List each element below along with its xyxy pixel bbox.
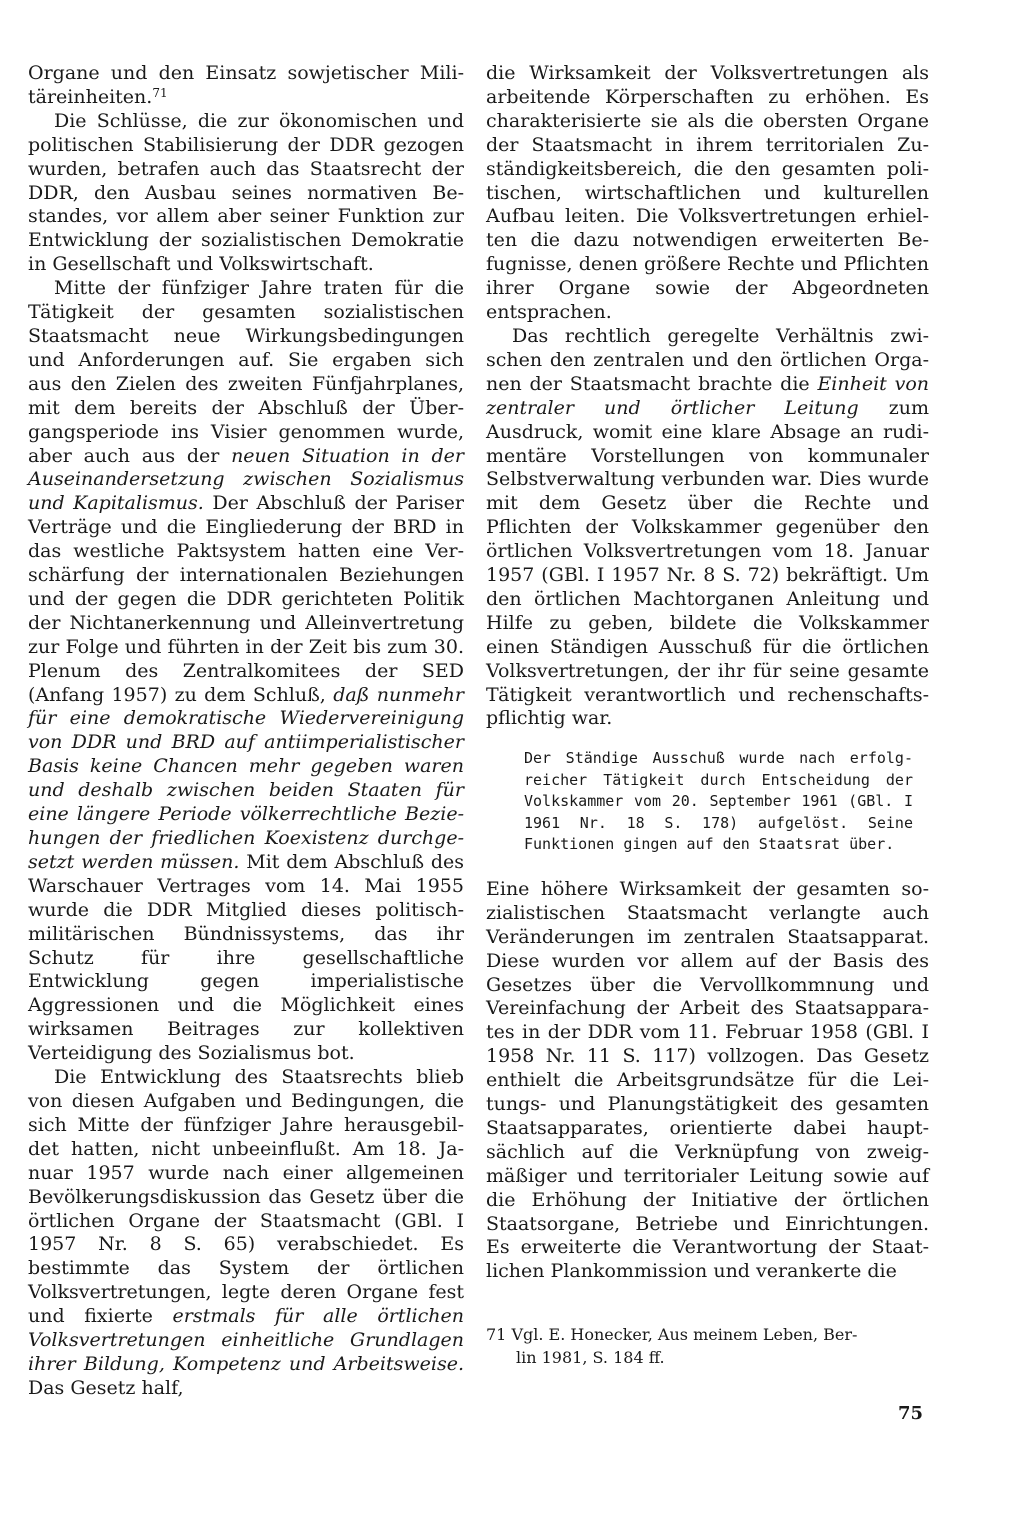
left-column: [28, 62, 464, 1401]
footnote-marker[interactable]: 71: [152, 85, 168, 100]
paragraph: Die Schlüsse, die zur ökonomischen und politischen Stabilisierung der DDR gezogen wurden, betrafen auch das Staatsrecht der DDR, den Ausbau seines normativen Bestandes, vor allem aber seiner Funktion zur Entwicklung der sozialistischen Demokratie in Gesellschaft und Volkswirtschaft.: [28, 109, 464, 276]
footnote: [486, 1323, 929, 1369]
paragraph: Die Entwicklung des Staatsrechts blieb von diesen Aufgaben und Bedingungen, die sich Mitte der fünfziger Jahre herausgebildet hatten, nicht unbeeinflußt. Am 18. Januar 1957 wurde nach einer allgemeinen Bevölkerungsdiskussion das Gesetz über die örtlichen Organe der Staatsmacht (GBl. I 1957 Nr. 8 S. 65) verabschiedet. Es bestimmte das System der örtlichen Volksvertretungen, legte deren Organe fest und fixierte erstmals für alle örtlichen Volksvertretungen einheitliche Grundlagen ihrer Bildung, Kompetenz und Arbeitsweise. Das Gesetz half,: [28, 1066, 464, 1399]
right-column: [486, 62, 929, 1284]
paragraph: Eine höhere Wirksamkeit der gesamten sozialistischen Staatsmacht verlangte auch Veränderungen im zentralen Staatsapparat. Diese wurden vor allem auf der Basis des Gesetzes über die Vervollkommnung und Vereinfachung der Arbeit des Staatsapparates in der DDR vom 11. Februar 1958 (GBl. I 1958 Nr. 11 S. 117) vollzogen. Das Gesetz enthielt die Arbeitsgrundsätze für die Leitungs- und Planungstätigkeit des gesamten Staatsapparates, orientierte dabei hauptsächlich auf die Verknüpfung von zweigmäßiger und territorialer Leitung sowie auf die Erhöhung der Initiative der örtlichen Staatsorgane, Betriebe und Einrichtungen. Es erweiterte die Verantwortung der Staatlichen Plankommission und verankerte die: [486, 877, 929, 1283]
paragraph: Mitte der fünfziger Jahre traten für die Tätigkeit der gesamten sozialistischen Staatsmacht neue Wirkungsbedingungen und Anforderungen auf. Sie ergaben sich aus den Zielen des zweiten Fünfjahrplanes, mit dem bereits der Abschluß der Übergangsperiode ins Visier genommen wurde, aber auch aus der neuen Situation in der Auseinandersetzung zwischen Sozialismus und Kapitalismus. Der Abschluß der Pariser Verträge und die Eingliederung der BRD in das westliche Paktsystem hatten eine Verschärfung der internationalen Beziehungen und der gegen die DDR gerichteten Politik der Nichtanerkennung und Alleinvertretung zur Folge und führten in der Zeit bis zum 30. Plenum des Zentralkomitees der SED (Anfang 1957) zu dem Schluß, daß nunmehr für eine demokratische Wiedervereinigung von DDR und BRD auf antiimperialistischer Basis keine Chancen mehr gegeben waren und deshalb zwischen beiden Staaten für eine längere Periode völkerrechtliche Beziehungen der friedlichen Koexistenz durchgesetzt werden müssen. Mit dem Abschluß des Warschauer Vertrages vom 14. Mai 1955 wurde die DDR Mitglied dieses politisch-militärischen Bündnissystems, das ihr Schutz für ihre gesellschaftliche Entwicklung gegen imperialistische Aggressionen und die Möglichkeit eines wirksamen Beitrages zur kollektiven Verteidigung des Sozialismus bot.: [28, 277, 464, 1065]
footnote-line: 71 Vgl. E. Honecker, Aus meinem Leben, Ber-: [486, 1325, 858, 1344]
page-number: 75: [898, 1403, 924, 1424]
paragraph: die Wirksamkeit der Volksvertretungen als arbeitende Körperschaften zu erhöhen. Es charakterisierte sie als die obersten Organe der Staatsmacht in ihrem territorialen Zuständigkeitsbereich, die den gesamten politischen, wirtschaftlichen und kulturellen Aufbau leiten. Die Volksvertretungen erhielten die dazu notwendigen erweiterten Befugnisse, denen größere Rechte und Pflichten ihrer Organe sowie der Abgeordneten entsprachen.: [486, 62, 929, 324]
paragraph: Organe und den Einsatz sowjetischer Militäreinheiten.$^{71}$: [28, 62, 464, 108]
footnote-line: lin 1981, S. 184 ff.: [516, 1348, 665, 1367]
note-block: Der Ständige Ausschuß wurde nach erfolgreicher Tätigkeit durch Entscheidung der Volkskammer vom 20. September 1961 (GBl. I 1961 Nr. 18 S. 178) aufgelöst. Seine Funktionen gingen auf den Staatsrat über.: [524, 749, 913, 854]
paragraph: Das rechtlich geregelte Verhältnis zwischen den zentralen und den örtlichen Organen der Staatsmacht brachte die Einheit von zentraler und örtlicher Leitung zum Ausdruck, womit eine klare Absage an rudimentäre Vorstellungen von kommunaler Selbstverwaltung verbunden war. Dies wurde mit dem Gesetz über die Rechte und Pflichten der Volkskammer gegenüber den örtlichen Volksvertretungen vom 18. Januar 1957 (GBl. I 1957 Nr. 8 S. 72) bekräftigt. Um den örtlichen Machtorganen Anleitung und Hilfe zu geben, bildete die Volkskammer einen Ständigen Ausschuß für die örtlichen Volksvertretungen, der ihr für seine gesamte Tätigkeit verantwortlich und rechenschaftspflichtig war.: [486, 324, 929, 730]
